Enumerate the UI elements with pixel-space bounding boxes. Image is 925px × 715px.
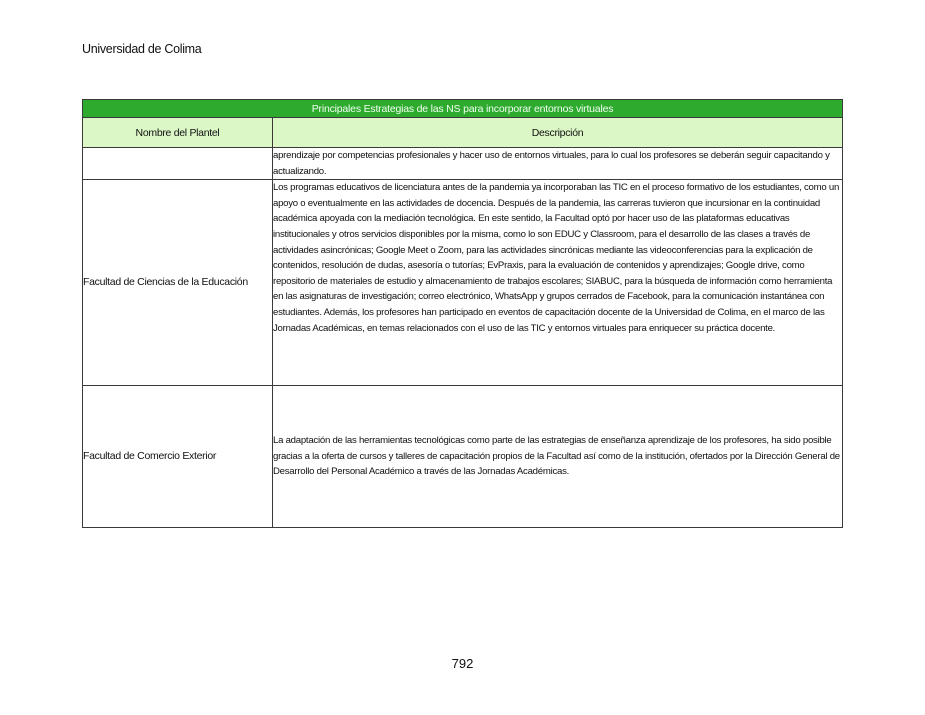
table-row (83, 148, 843, 180)
table-title-row (83, 100, 843, 118)
table-row (83, 386, 843, 528)
plantel-name: Facultad de Comercio Exterior (83, 386, 273, 528)
strategies-table (82, 99, 843, 528)
column-header-descripcion: Descripción (273, 118, 843, 148)
page-number: 792 (451, 656, 474, 671)
table-header-row (83, 118, 843, 148)
plantel-description: La adaptación de las herramientas tecnológicas como parte de las estrategias de enseñanza aprendizaje de los profesores, ha sido posible gracias a la oferta de cursos y talleres de capacitación propios de la Facultad así como de la institución, ofertados por la Dirección General de Desarrollo del Personal Académico a través de las Jornadas Académicas. (273, 386, 843, 528)
plantel-description: Los programas educativos de licenciatura antes de la pandemia ya incorporaban las TIC en el proceso formativo de los estudiantes, como un apoyo o eventualmente en las actividades de docencia. Después de la pandemia, las carreras tuvieron que incursionar en la continuidad académica apoyada con la mediación tecnológica. En este sentido, la Facultad optó por hacer uso de las plataformas educativas institucionales y otros servicios disponibles por la misma, como lo son EDUC y Classroom, para el desarrollo de las clases a través de actividades asincrónicas; Google Meet o Zoom, para las actividades sincrónicas mediante las videoconferencias para la explicación de contenidos, resolución de dudas, asesoría o tutorías; EvPraxis, para la evaluación de contenidos y aprendizajes; Google drive, como repositorio de materiales de estudio y almacenamiento de trabajos escolares; SIABUC, para la búsqueda de información como herramienta en las asignaturas de investigación; correo electrónico, WhatsApp y grupos cerrados de Facebook, para la comunicación instantánea con estudiantes. Además, los profesores han participado en eventos de capacitación docente de la Universidad de Colima, en el marco de las Jornadas Académicas, en temas relacionados con el uso de las TIC y entornos virtuales para enriquecer su práctica docente. (273, 180, 843, 386)
plantel-name (83, 148, 273, 180)
running-header: Universidad de Colima (82, 42, 202, 56)
plantel-name: Facultad de Ciencias de la Educación (83, 180, 273, 386)
table-title: Principales Estrategias de las NS para incorporar entornos virtuales (83, 100, 843, 118)
table-row (83, 180, 843, 386)
column-header-plantel: Nombre del Plantel (83, 118, 273, 148)
plantel-description: aprendizaje por competencias profesionales y hacer uso de entornos virtuales, para lo cual los profesores se deberán seguir capacitando y actualizando. (273, 148, 843, 180)
